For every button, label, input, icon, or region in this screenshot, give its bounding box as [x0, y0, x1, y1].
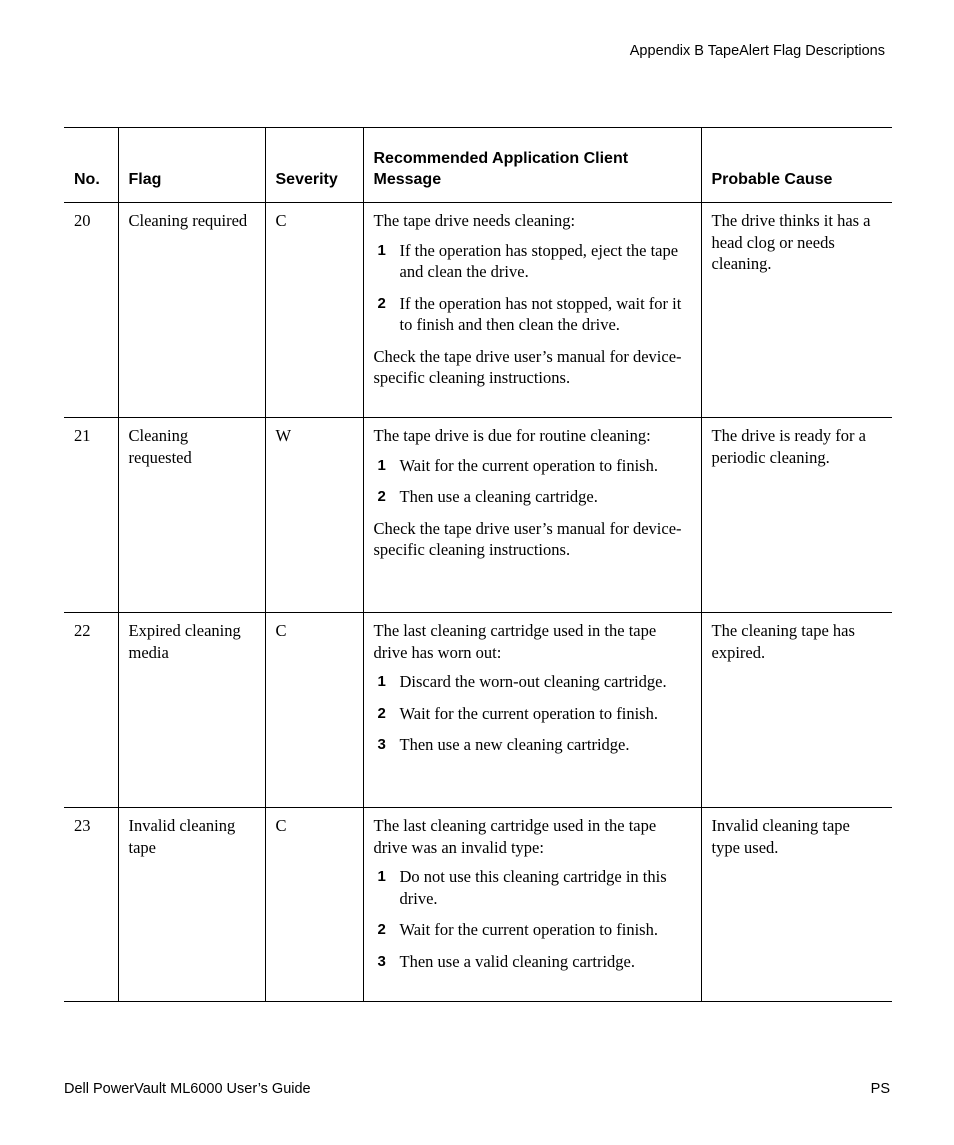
- message-intro: The tape drive is due for routine cleaning:: [373, 426, 651, 445]
- table-row: [64, 418, 892, 613]
- message-step: [374, 734, 691, 756]
- step-text: Then use a valid cleaning cartridge.: [399, 951, 635, 971]
- page-header: Appendix B TapeAlert Flag Descriptions: [629, 43, 885, 59]
- step-text: Wait for the current operation to finish.: [399, 920, 658, 939]
- row-message: [363, 418, 701, 613]
- message-step: [374, 486, 691, 508]
- message-intro: The tape drive needs cleaning:: [373, 211, 576, 230]
- step-text: If the operation has not stopped, wait for it to finish and then clean the drive.: [399, 293, 682, 334]
- row-severity: C: [265, 808, 363, 1002]
- footer-page-label: PS: [870, 1081, 890, 1097]
- row-severity: W: [265, 418, 363, 613]
- table-row: [64, 808, 892, 1002]
- row-message: [363, 203, 701, 418]
- row-number: 21: [64, 418, 118, 613]
- row-flag: Cleaning requested: [118, 418, 265, 613]
- row-message: [363, 613, 701, 808]
- message-step: [374, 671, 691, 693]
- row-flag: Invalid cleaning tape: [118, 808, 265, 1002]
- table-row: [64, 613, 892, 808]
- message-note: Check the tape drive user’s manual for device-specific cleaning instructions.: [373, 346, 682, 387]
- row-cause: The drive thinks it has a head clog or needs cleaning.: [701, 203, 892, 418]
- table-header: [64, 128, 892, 203]
- step-number: 3: [377, 952, 386, 970]
- message-step: [374, 866, 691, 909]
- row-severity: C: [265, 203, 363, 418]
- row-number: 23: [64, 808, 118, 1002]
- step-number: 2: [377, 704, 386, 722]
- step-number: 3: [377, 736, 386, 753]
- step-text: Wait for the current operation to finish.: [399, 703, 658, 723]
- table-row: [64, 203, 892, 418]
- step-text: Wait for the current operation to finish.: [399, 455, 658, 475]
- message-step: [374, 951, 691, 973]
- column-header-flag: Flag: [118, 128, 265, 203]
- row-cause: Invalid cleaning tape type used.: [701, 808, 892, 1002]
- step-text: Then use a new cleaning cartridge.: [399, 735, 630, 754]
- step-text: Do not use this cleaning cartridge in this drive.: [399, 867, 667, 908]
- row-flag: Expired cleaning media: [118, 613, 265, 808]
- message-step: [374, 240, 691, 283]
- row-cause: The drive is ready for a periodic cleaning.: [701, 418, 892, 613]
- message-intro: The last cleaning cartridge used in the tape drive has worn out:: [373, 621, 657, 662]
- step-number: 2: [377, 294, 386, 312]
- step-text: Discard the worn-out cleaning cartridge.: [399, 672, 667, 691]
- table-body: [64, 203, 892, 1002]
- step-number: 1: [377, 456, 386, 474]
- step-number: 1: [377, 673, 386, 690]
- message-note: Check the tape drive user’s manual for device-specific cleaning instructions.: [373, 518, 682, 559]
- row-number: 20: [64, 203, 118, 418]
- message-step: [374, 703, 691, 725]
- message-step: [374, 455, 691, 477]
- step-number: 1: [377, 241, 386, 259]
- step-text: Then use a cleaning cartridge.: [399, 487, 598, 506]
- step-text: If the operation has stopped, eject the tape and clean the drive.: [399, 240, 679, 281]
- row-severity: C: [265, 613, 363, 808]
- row-flag: Cleaning required: [118, 203, 265, 418]
- message-step: [374, 293, 691, 336]
- column-header-message: Recommended Application Client Message: [363, 128, 701, 203]
- column-header-cause: Probable Cause: [701, 128, 892, 203]
- step-number: 2: [377, 488, 386, 505]
- column-header-severity: Severity: [265, 128, 363, 203]
- row-message: [363, 808, 701, 1002]
- message-intro: The last cleaning cartridge used in the tape drive was an invalid type:: [373, 816, 657, 857]
- message-step: [374, 919, 691, 941]
- footer-title: Dell PowerVault ML6000 User’s Guide: [64, 1081, 311, 1097]
- step-number: 2: [377, 921, 386, 938]
- row-cause: The cleaning tape has expired.: [701, 613, 892, 808]
- row-number: 22: [64, 613, 118, 808]
- step-number: 1: [377, 868, 386, 885]
- tapealert-flag-table: [64, 127, 892, 1002]
- column-header-no: No.: [64, 128, 118, 203]
